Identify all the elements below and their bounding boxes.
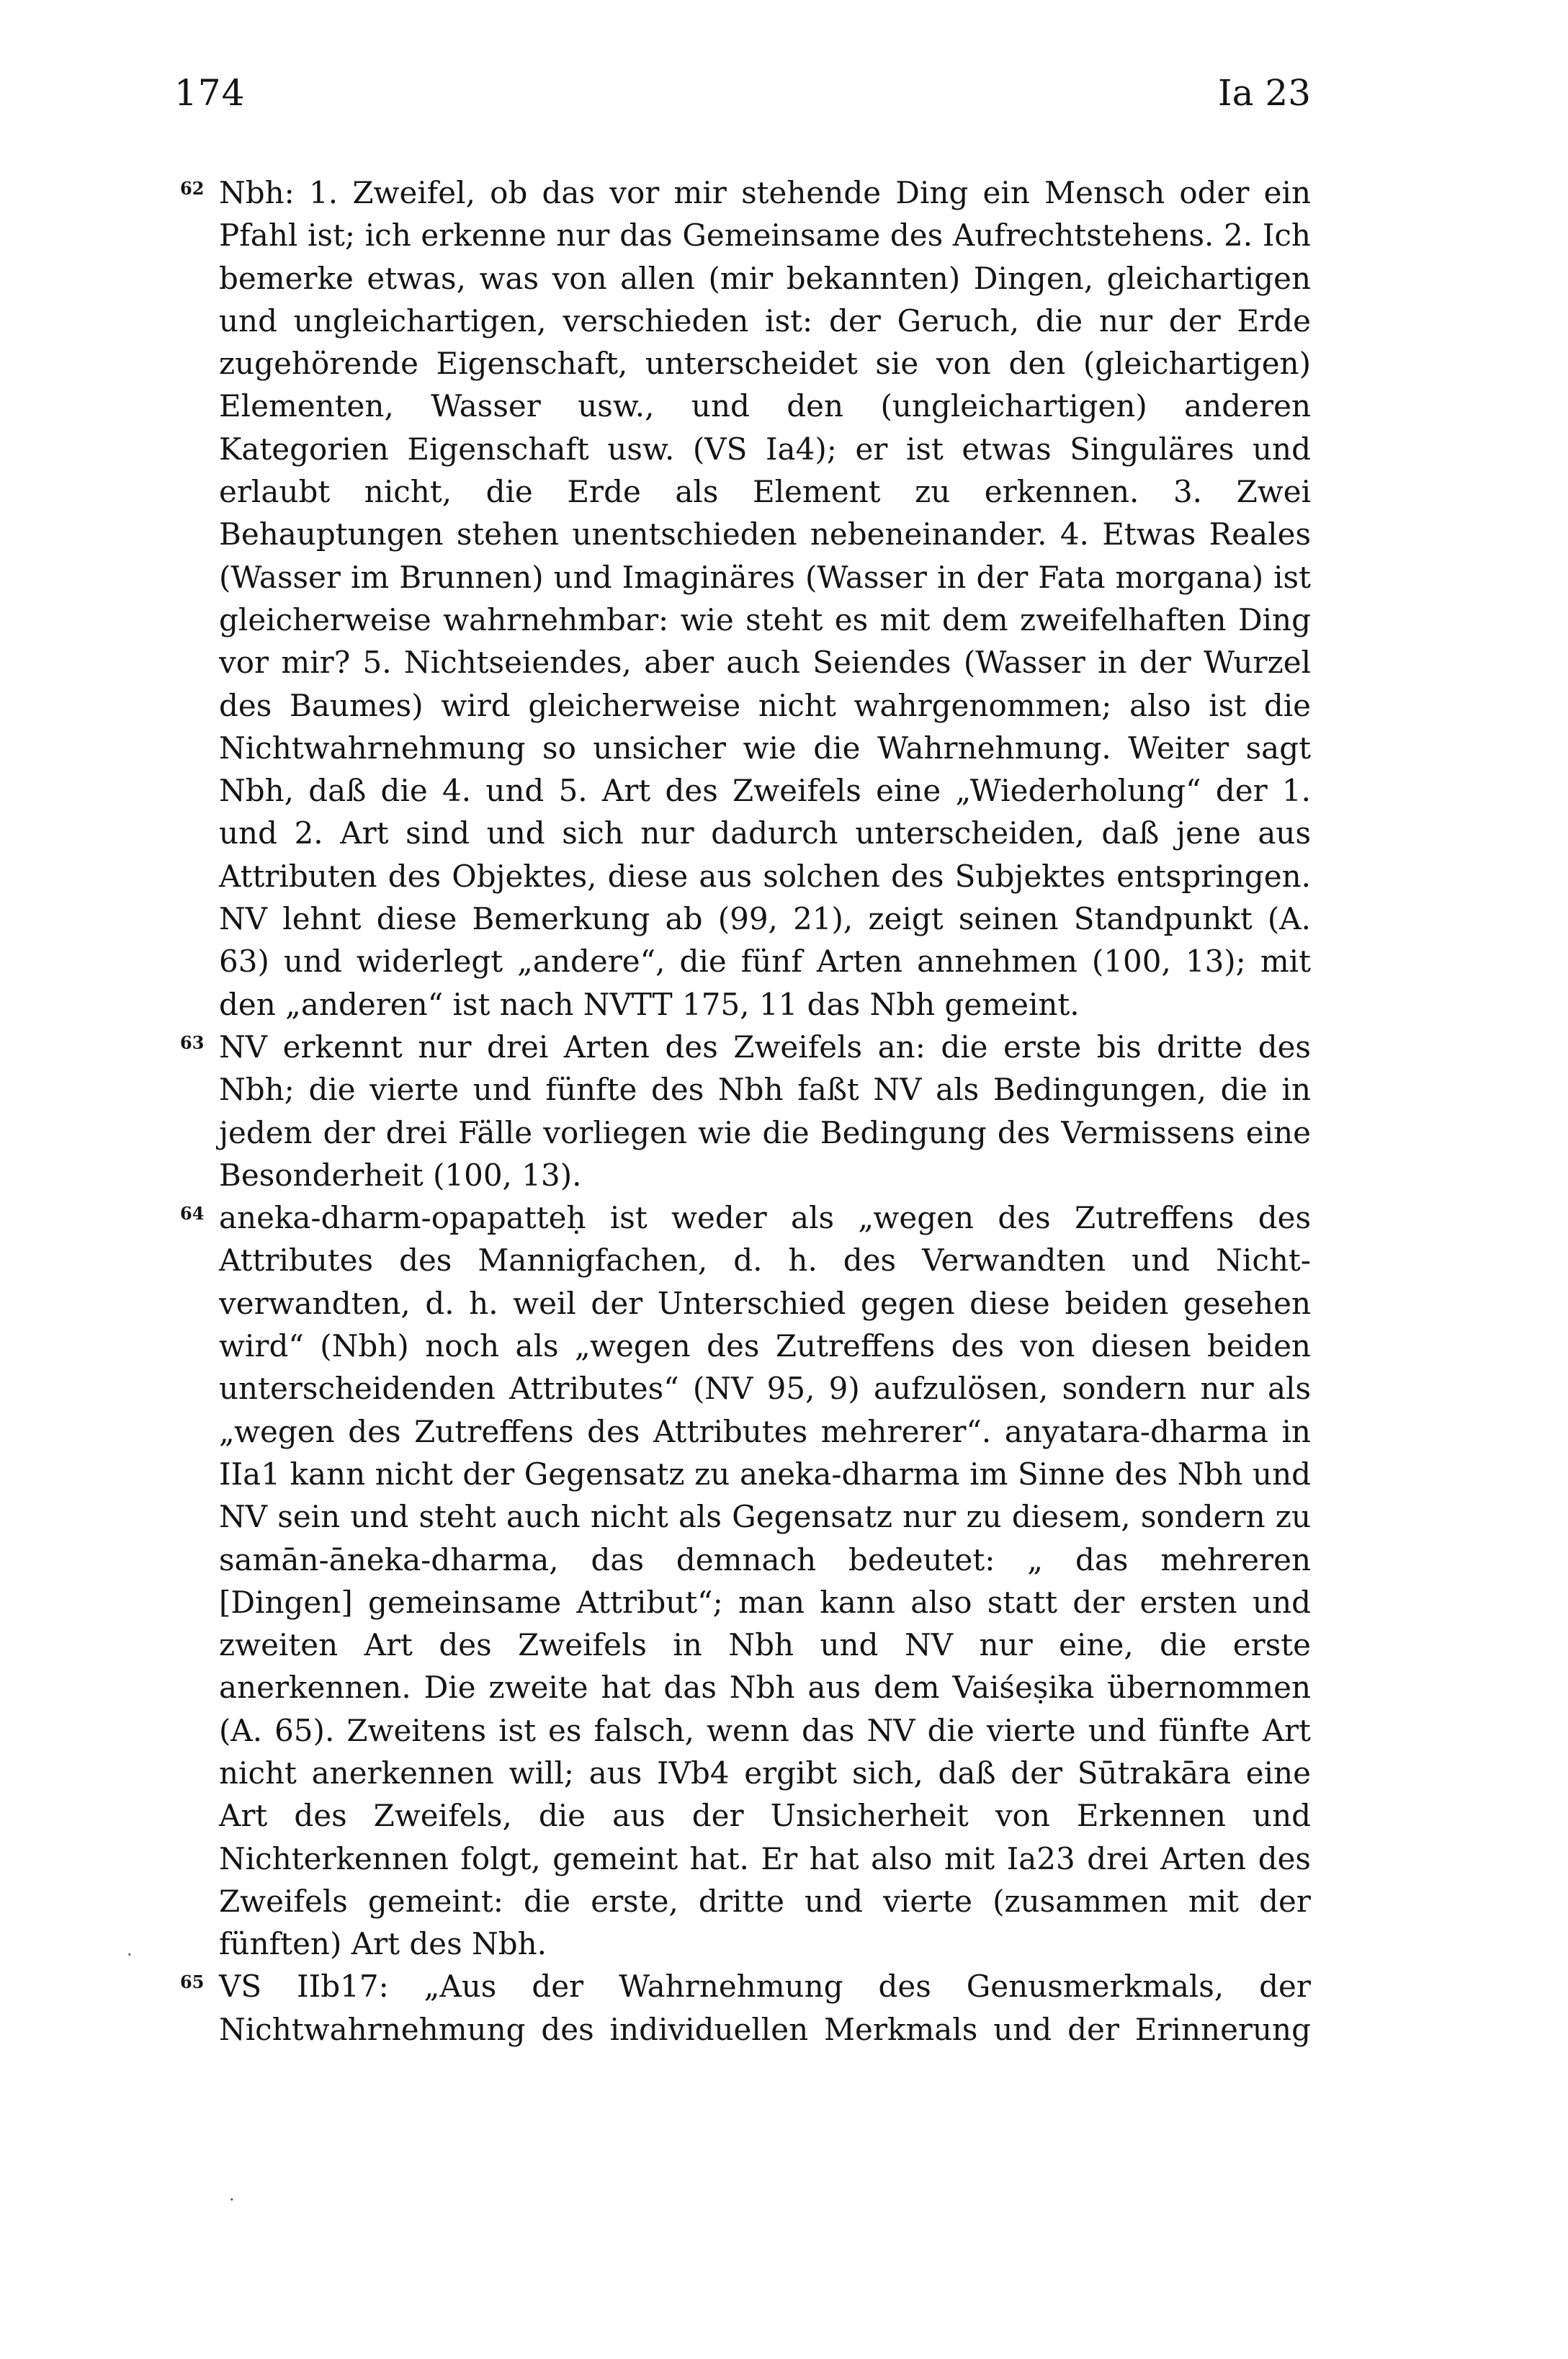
running-head: Ia 23 — [1217, 72, 1311, 114]
footnote-62 — [167, 171, 1311, 1026]
page-header — [174, 72, 1311, 130]
footnote-text: VS IIb17: „Aus der Wahrnehmung des Genusmerkmals, der Nichtwahrnehmung des individuellen Merkmals und der Erinnerung — [219, 1969, 1311, 2047]
footnote-65 — [167, 1965, 1311, 2051]
footnote-text: aneka-dharm-opapatteḥ ist weder als „wegen des Zutreffens des Attributes des Mannigfachen, d. h. des Verwandten und Nichtverwandten, d. h. weil der Unterschied gegen diese beiden gesehen wird“ (Nbh) noch als „wegen des Zutreffens des von diesen beiden unterscheidenden Attributes“ (NV 95, 9) aufzulösen, sondern nur als „wegen des Zutreffens des Attributes mehrerer“. anyatara-dharma in IIa1 kann nicht der Gegensatz zu aneka-dharma im Sinne des Nbh und NV sein und steht auch nicht als Gegensatz nur zu diesem, sondern zu samān-āneka-dharma, das demnach bedeutet: „ das mehreren [Dingen] gemeinsame Attribut“; man kann also statt der ersten und zweiten Art des Zweifels in Nbh und NV nur eine, die erste anerkennen. Die zweite hat das Nbh aus dem Vaiśeṣika übernommen (A. 65). Zweitens ist es falsch, wenn das NV die vierte und fünfte Art nicht anerkennen will; aus IVb4 ergibt sich, daß der Sūtrakāra eine Art des Zweifels, die aus der Unsicherheit von Erkennen und Nichterkennen folgt, gemeint hat. Er hat also mit Ia23 drei Arten des Zweifels gemeint: die erste, dritte und vierte (zusammen mit der fünften) Art des Nbh. — [219, 1200, 1311, 1962]
footnote-64 — [167, 1196, 1311, 1965]
footnote-marker: 63 — [180, 1031, 205, 1053]
stray-dot: · — [229, 2190, 235, 2210]
page-number: 174 — [174, 72, 246, 114]
footnote-marker: 62 — [180, 178, 205, 199]
footnotes-section — [167, 171, 1311, 2051]
footnote-marker: 64 — [180, 1203, 205, 1225]
footnote-marker: 65 — [180, 1971, 205, 1993]
footnote-text: NV erkennt nur drei Arten des Zweifels an: die erste bis dritte des Nbh; die vierte und fünfte des Nbh faßt NV als Bedingungen, die in jedem der drei Fälle vorliegen wie die Bedingung des Vermissens eine Besonderheit (100, 13). — [219, 1029, 1311, 1193]
stray-dot: · — [127, 1945, 133, 1965]
footnote-text: Nbh: 1. Zweifel, ob das vor mir stehende Ding ein Mensch oder ein Pfahl ist; ich erkenne nur das Gemeinsame des Aufrechtstehens. 2. Ich bemerke etwas, was von allen (mir bekannten) Dingen, gleichartigen und ungleichartigen, verschieden ist: der Geruch, die nur der Erde zugehörende Eigenschaft, unterscheidet sie von den (gleichartigen) Elementen, Wasser usw., und den (ungleichartigen) anderen Kategorien Eigenschaft usw. (VS Ia4); er ist etwas Singuläres und erlaubt nicht, die Erde als Element zu erkennen. 3. Zwei Behauptungen stehen unentschieden nebeneinander. 4. Etwas Reales (Wasser im Brunnen) und Imaginäres (Wasser in der Fata morgana) ist gleicherweise wahrnehmbar: wie steht es mit dem zweifelhaften Ding vor mir? 5. Nichtseiendes, aber auch Seiendes (Wasser in der Wurzel des Baumes) wird gleicherweise nicht wahrgenommen; also ist die Nichtwahrnehmung so unsicher wie die Wahrnehmung. Weiter sagt Nbh, daß die 4. und 5. Art des Zweifels eine „Wiederholung“ der 1. und 2. Art sind und sich nur dadurch unterscheiden, daß jene aus Attributen des Objektes, diese aus solchen des Subjektes entspringen. NV lehnt diese Bemerkung ab (99, 21), zeigt seinen Standpunkt (A. 63) und widerlegt „andere“, die fünf Arten annehmen (100, 13); mit den „anderen“ ist nach NVTT 175, 11 das Nbh gemeint. — [219, 175, 1311, 1022]
footnote-63 — [167, 1026, 1311, 1196]
